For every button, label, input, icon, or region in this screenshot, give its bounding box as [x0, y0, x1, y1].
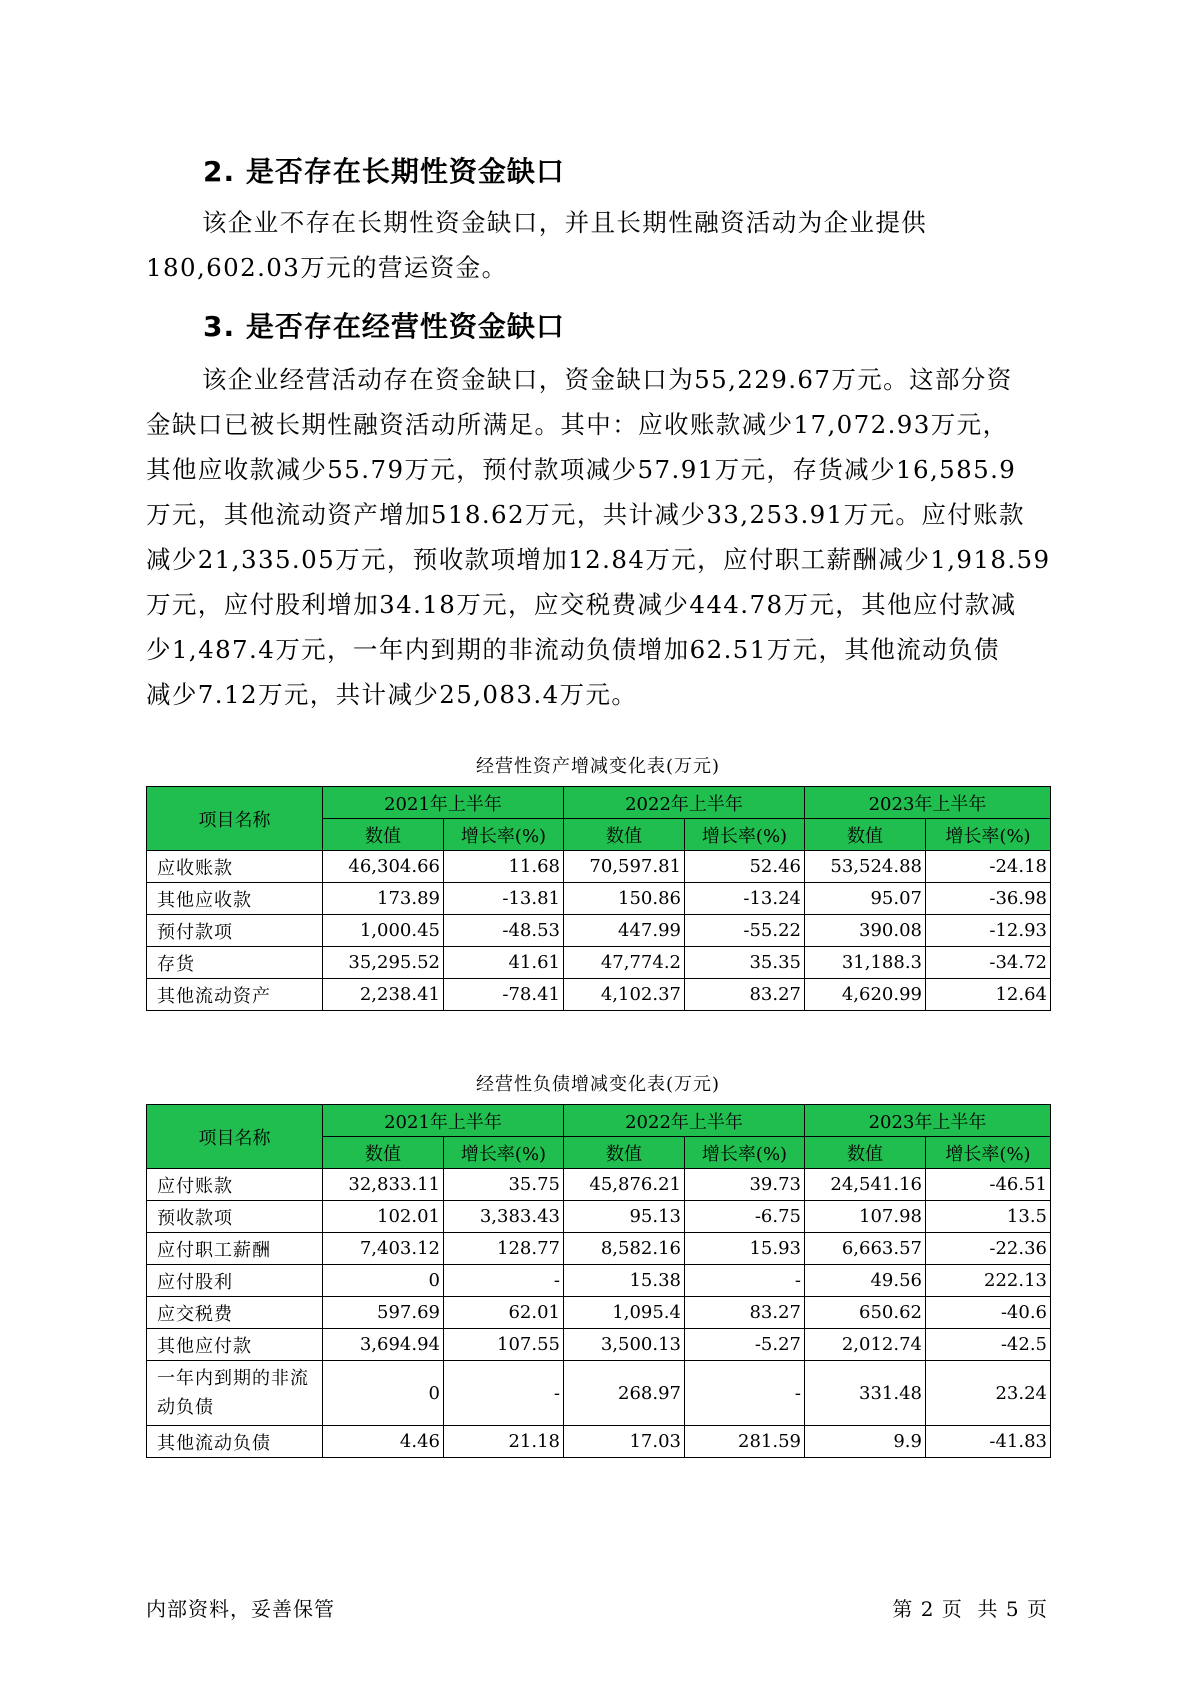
table-row — [147, 1233, 1051, 1265]
table-row — [147, 1329, 1051, 1361]
cell-growth: 21.18 — [444, 1426, 564, 1458]
cell-value: 2,238.41 — [323, 979, 444, 1011]
cell-growth: 35.35 — [685, 947, 805, 979]
cell-growth: 83.27 — [685, 979, 805, 1011]
cell-growth: -5.27 — [685, 1329, 805, 1361]
cell-growth: 107.55 — [444, 1329, 564, 1361]
cell-value: 4,102.37 — [564, 979, 685, 1011]
header-period: 2022年上半年 — [564, 1105, 805, 1137]
cell-value: 70,597.81 — [564, 851, 685, 883]
cell-value: 15.38 — [564, 1265, 685, 1297]
cell-growth: 62.01 — [444, 1297, 564, 1329]
table-row — [147, 851, 1051, 883]
header-growth: 增长率(%) — [685, 819, 805, 851]
cell-growth: 128.77 — [444, 1233, 564, 1265]
cell-value: 107.98 — [805, 1201, 926, 1233]
paragraph-line: 180,602.03万元的营运资金。 — [146, 253, 508, 282]
cell-growth: 52.46 — [685, 851, 805, 883]
cell-value: 35,295.52 — [323, 947, 444, 979]
cell-value: 268.97 — [564, 1361, 685, 1426]
cell-growth: -41.83 — [926, 1426, 1051, 1458]
cell-value: 102.01 — [323, 1201, 444, 1233]
row-label: 应付股利 — [147, 1265, 323, 1297]
row-label: 存货 — [147, 947, 323, 979]
cell-value: 2,012.74 — [805, 1329, 926, 1361]
section-3-paragraph — [146, 357, 1056, 717]
cell-growth: -6.75 — [685, 1201, 805, 1233]
header-item-name: 项目名称 — [147, 1105, 323, 1169]
row-label: 应收账款 — [147, 851, 323, 883]
cell-growth: -13.24 — [685, 883, 805, 915]
cell-growth: 41.61 — [444, 947, 564, 979]
row-label: 一年内到期的非流动负债 — [147, 1361, 323, 1426]
header-value: 数值 — [564, 819, 685, 851]
cell-value: 95.07 — [805, 883, 926, 915]
cell-value: 46,304.66 — [323, 851, 444, 883]
liabilities-change-table — [146, 1104, 1051, 1458]
cell-value: 3,694.94 — [323, 1329, 444, 1361]
cell-growth: -34.72 — [926, 947, 1051, 979]
table-row — [147, 1201, 1051, 1233]
header-period: 2023年上半年 — [805, 1105, 1051, 1137]
cell-growth: 23.24 — [926, 1361, 1051, 1426]
cell-value: 650.62 — [805, 1297, 926, 1329]
cell-growth: 222.13 — [926, 1265, 1051, 1297]
cell-growth: -42.5 — [926, 1329, 1051, 1361]
cell-growth: 39.73 — [685, 1169, 805, 1201]
section-2-heading: 2. 是否存在长期性资金缺口 — [203, 155, 565, 188]
cell-value: 0 — [323, 1265, 444, 1297]
cell-growth: 13.5 — [926, 1201, 1051, 1233]
cell-growth: -12.93 — [926, 915, 1051, 947]
cell-value: 390.08 — [805, 915, 926, 947]
header-period: 2021年上半年 — [323, 787, 564, 819]
cell-growth: - — [685, 1265, 805, 1297]
header-growth: 增长率(%) — [685, 1137, 805, 1169]
cell-growth: -36.98 — [926, 883, 1051, 915]
liabilities-table-caption: 经营性负债增减变化表(万元) — [475, 1074, 721, 1095]
cell-growth: -13.81 — [444, 883, 564, 915]
header-period: 2021年上半年 — [323, 1105, 564, 1137]
paragraph-line: 金缺口已被长期性融资活动所满足。其中：应收账款减少17,072.93万元， — [146, 410, 1009, 439]
cell-value: 1,095.4 — [564, 1297, 685, 1329]
table-row — [147, 1361, 1051, 1426]
assets-change-table — [146, 786, 1051, 1011]
row-label: 其他应付款 — [147, 1329, 323, 1361]
cell-value: 24,541.16 — [805, 1169, 926, 1201]
cell-value: 53,524.88 — [805, 851, 926, 883]
cell-growth: - — [444, 1265, 564, 1297]
cell-value: 17.03 — [564, 1426, 685, 1458]
cell-growth: 11.68 — [444, 851, 564, 883]
paragraph-line: 万元，应付股利增加34.18万元，应交税费减少444.78万元，其他应付款减 — [146, 590, 1017, 619]
header-value: 数值 — [323, 819, 444, 851]
paragraph-line: 其他应收款减少55.79万元，预付款项减少57.91万元，存货减少16,585.9 — [146, 455, 1017, 484]
cell-value: 4.46 — [323, 1426, 444, 1458]
cell-value: 597.69 — [323, 1297, 444, 1329]
cell-value: 6,663.57 — [805, 1233, 926, 1265]
table-row — [147, 883, 1051, 915]
table-row — [147, 1169, 1051, 1201]
cell-growth: 15.93 — [685, 1233, 805, 1265]
cell-growth: -78.41 — [444, 979, 564, 1011]
table-row — [147, 915, 1051, 947]
table-row — [147, 1426, 1051, 1458]
cell-value: 0 — [323, 1361, 444, 1426]
table-row — [147, 979, 1051, 1011]
cell-value: 95.13 — [564, 1201, 685, 1233]
row-label: 应付职工薪酬 — [147, 1233, 323, 1265]
footer-page-number: 第 2 页 共 5 页 — [892, 1597, 1048, 1621]
header-growth: 增长率(%) — [444, 819, 564, 851]
cell-value: 49.56 — [805, 1265, 926, 1297]
cell-growth: - — [685, 1361, 805, 1426]
table-row — [147, 947, 1051, 979]
cell-growth: 281.59 — [685, 1426, 805, 1458]
cell-value: 47,774.2 — [564, 947, 685, 979]
row-label: 应交税费 — [147, 1297, 323, 1329]
paragraph-line: 少1,487.4万元，一年内到期的非流动负债增加62.51万元，其他流动负债 — [146, 635, 1000, 664]
row-label: 预收款项 — [147, 1201, 323, 1233]
paragraph-line: 该企业经营活动存在资金缺口，资金缺口为55,229.67万元。这部分资 — [202, 365, 1013, 394]
cell-growth: -48.53 — [444, 915, 564, 947]
header-period: 2022年上半年 — [564, 787, 805, 819]
paragraph-line: 万元，其他流动资产增加518.62万元，共计减少33,253.91万元。应付账款 — [146, 500, 1025, 529]
paragraph-line: 减少21,335.05万元，预收款项增加12.84万元，应付职工薪酬减少1,918.59 — [146, 545, 1051, 574]
header-growth: 增长率(%) — [926, 819, 1051, 851]
cell-growth: 12.64 — [926, 979, 1051, 1011]
section-3-heading: 3. 是否存在经营性资金缺口 — [203, 310, 565, 343]
section-2-paragraph — [146, 200, 1056, 290]
row-label: 其他流动资产 — [147, 979, 323, 1011]
row-label: 其他应收款 — [147, 883, 323, 915]
header-period: 2023年上半年 — [805, 787, 1051, 819]
cell-growth: 3,383.43 — [444, 1201, 564, 1233]
header-value: 数值 — [564, 1137, 685, 1169]
cell-value: 8,582.16 — [564, 1233, 685, 1265]
header-growth: 增长率(%) — [444, 1137, 564, 1169]
cell-value: 331.48 — [805, 1361, 926, 1426]
cell-growth: -55.22 — [685, 915, 805, 947]
cell-growth: -46.51 — [926, 1169, 1051, 1201]
cell-value: 9.9 — [805, 1426, 926, 1458]
cell-growth: -24.18 — [926, 851, 1051, 883]
cell-growth: -22.36 — [926, 1233, 1051, 1265]
cell-value: 31,188.3 — [805, 947, 926, 979]
header-value: 数值 — [805, 1137, 926, 1169]
cell-value: 7,403.12 — [323, 1233, 444, 1265]
header-growth: 增长率(%) — [926, 1137, 1051, 1169]
cell-value: 447.99 — [564, 915, 685, 947]
cell-value: 32,833.11 — [323, 1169, 444, 1201]
cell-growth: - — [444, 1361, 564, 1426]
cell-growth: 83.27 — [685, 1297, 805, 1329]
cell-value: 150.86 — [564, 883, 685, 915]
footer-confidential-note: 内部资料，妥善保管 — [146, 1597, 335, 1621]
cell-value: 45,876.21 — [564, 1169, 685, 1201]
paragraph-line: 减少7.12万元，共计减少25,083.4万元。 — [146, 680, 638, 709]
cell-value: 3,500.13 — [564, 1329, 685, 1361]
row-label: 其他流动负债 — [147, 1426, 323, 1458]
cell-growth: 35.75 — [444, 1169, 564, 1201]
row-label: 应付账款 — [147, 1169, 323, 1201]
cell-growth: -40.6 — [926, 1297, 1051, 1329]
header-value: 数值 — [805, 819, 926, 851]
row-label: 预付款项 — [147, 915, 323, 947]
cell-value: 1,000.45 — [323, 915, 444, 947]
table-row — [147, 1265, 1051, 1297]
cell-value: 4,620.99 — [805, 979, 926, 1011]
assets-table-caption: 经营性资产增减变化表(万元) — [475, 756, 721, 777]
cell-value: 173.89 — [323, 883, 444, 915]
header-value: 数值 — [323, 1137, 444, 1169]
paragraph-line: 该企业不存在长期性资金缺口，并且长期性融资活动为企业提供 — [202, 208, 928, 237]
table-row — [147, 1297, 1051, 1329]
header-item-name: 项目名称 — [147, 787, 323, 851]
